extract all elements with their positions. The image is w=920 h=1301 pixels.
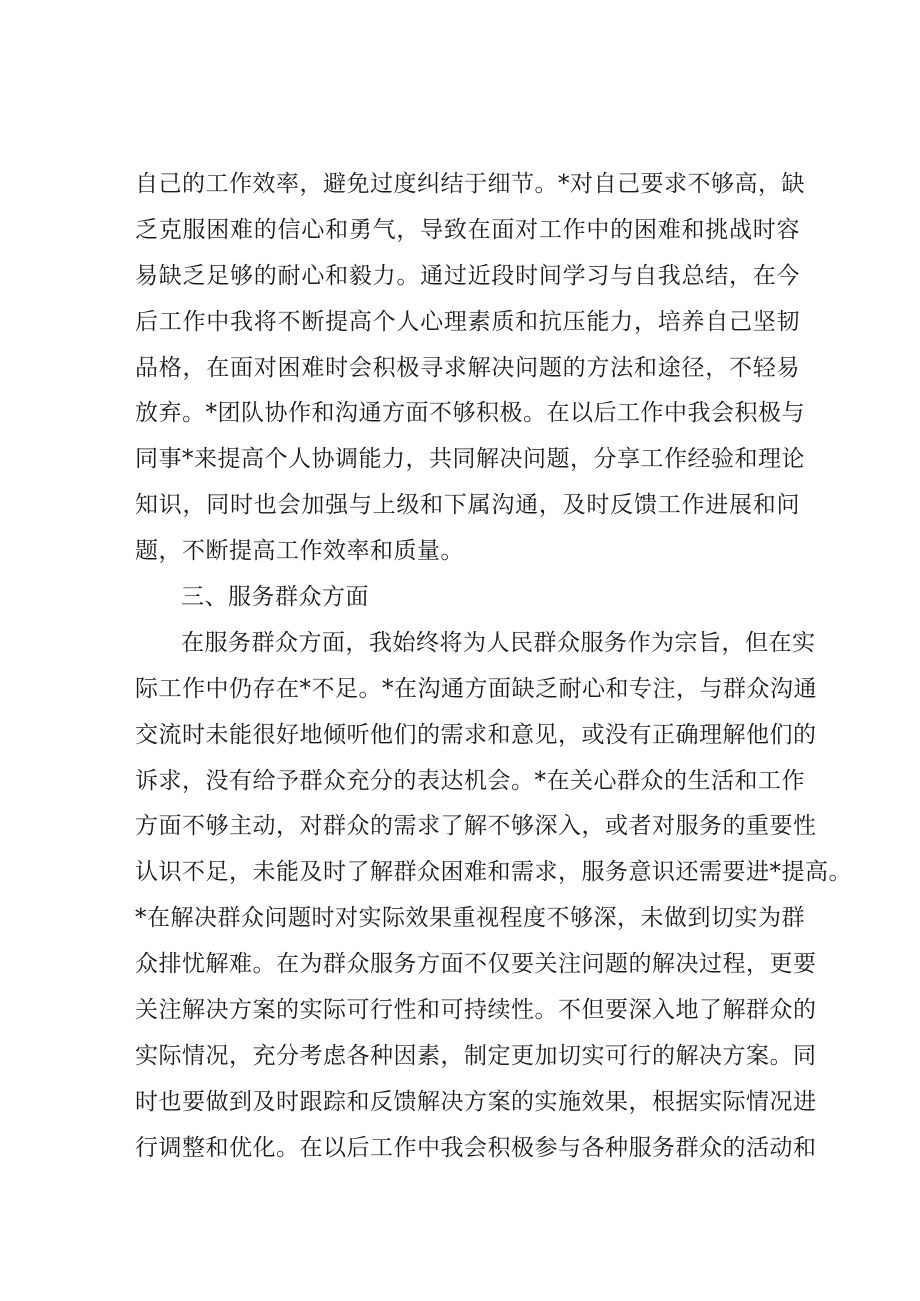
text-line: 方面不够主动，对群众的需求了解不够深入，或者对服务的重要性 xyxy=(135,813,817,840)
text-line: 众排忧解难。在为群众服务方面不仅要关注问题的解决过程，更要 xyxy=(135,951,817,978)
section-heading: 三、服务群众方面 xyxy=(181,584,369,611)
text-line: 交流时未能很好地倾听他们的需求和意见，或没有正确理解他们的 xyxy=(135,721,817,748)
text-line: 行调整和优化。在以后工作中我会积极参与各种服务群众的活动和 xyxy=(135,1134,817,1161)
text-line: 同事*来提高个人协调能力，共同解决问题，分享工作经验和理论 xyxy=(135,446,805,473)
text-line: 后工作中我将不断提高个人心理素质和抗压能力，培养自己坚韧 xyxy=(135,308,800,335)
text-line: *在解决群众问题时对实际效果重视程度不够深，未做到切实为群 xyxy=(135,905,805,932)
text-line: 关注解决方案的实际可行性和可持续性。不但要深入地了解群众的 xyxy=(135,997,817,1024)
paragraph-continuation xyxy=(135,162,805,575)
text-line: 乏克服困难的信心和勇气，导致在面对工作中的困难和挑战时容 xyxy=(135,216,800,243)
document-body xyxy=(135,162,852,1172)
text-line: 时也要做到及时跟踪和反馈解决方案的实施效果，根据实际情况进 xyxy=(135,1088,817,1115)
text-line: 认识不足，未能及时了解群众困难和需求，服务意识还需要进*提高。 xyxy=(135,859,852,886)
text-line: 际工作中仍存在*不足。*在沟通方面缺乏耐心和专注，与群众沟通 xyxy=(135,675,817,702)
text-line: 品格，在面对困难时会积极寻求解决问题的方法和途径，不轻易 xyxy=(135,354,800,381)
text-line: 知识，同时也会加强与上级和下属沟通，及时反馈工作进展和问 xyxy=(135,492,800,519)
text-line: 实际情况，充分考虑各种因素，制定更加切实可行的解决方案。同 xyxy=(135,1042,817,1069)
text-line: 易缺乏足够的耐心和毅力。通过近段时间学习与自我总结，在今 xyxy=(135,262,800,289)
text-line: 放弃。*团队协作和沟通方面不够积极。在以后工作中我会积极与 xyxy=(135,400,805,427)
text-line: 诉求，没有给予群众充分的表达机会。*在关心群众的生活和工作 xyxy=(135,767,805,794)
text-line: 自己的工作效率，避免过度纠结于细节。*对自己要求不够高，缺 xyxy=(135,171,805,197)
text-line: 在服务群众方面，我始终将为人民群众服务作为宗旨，但在实 xyxy=(181,629,816,656)
paragraph-service xyxy=(135,621,852,1172)
text-line: 题，不断提高工作效率和质量。 xyxy=(135,538,464,565)
